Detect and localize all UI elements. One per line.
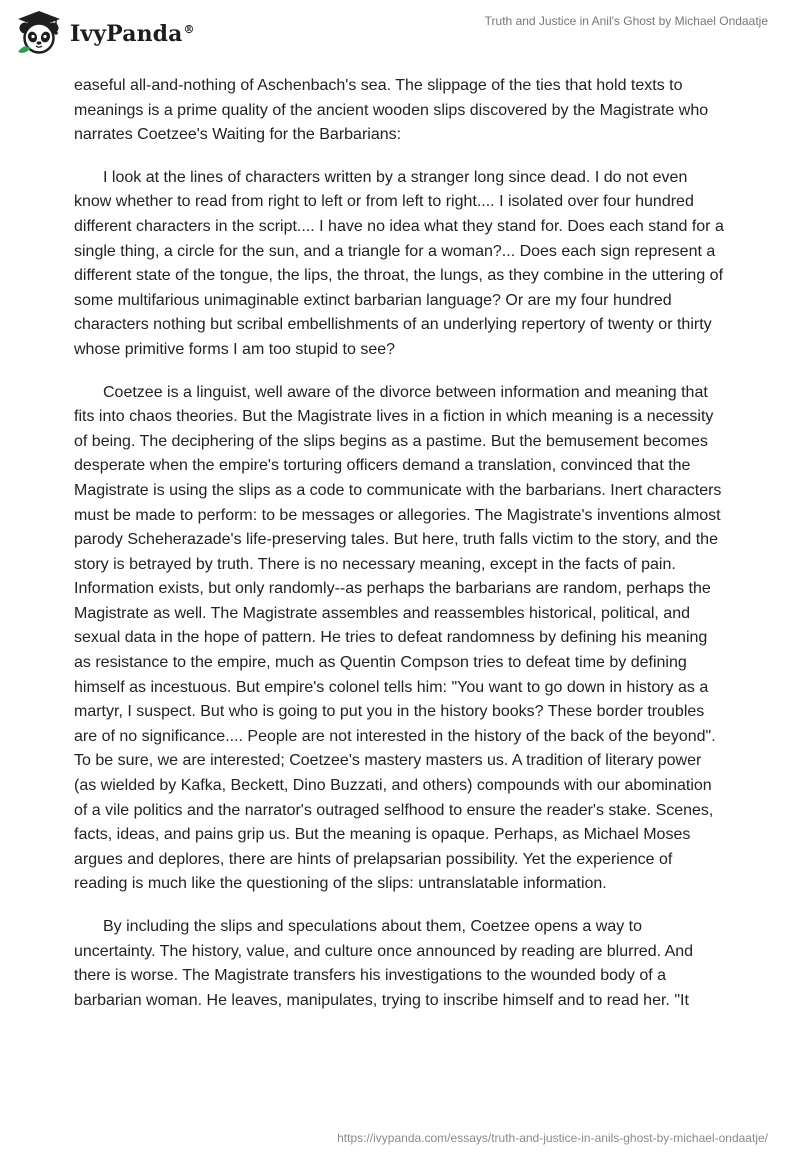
paragraph: Coetzee is a linguist, well aware of the divorce between information and meaning that fits into chaos theories. But the Magistrate lives in a fiction in which meaning is a necessity of being. The deciphering of the slips begins as a pastime. But the bemusement becomes desperate when the empire's torturing officers demand a translation, convinced that the Magistrate is using the slips as a code to communicate with the barbarians. Inert characters must be made to perform: to be messages or allegories. The Magistrate's inventions almost parody Scheherazade's life-preserving tales. But here, truth falls victim to the story, and the story is betrayed by truth. There is no necessary meaning, except in the facts of pain. Information exists, but only randomly--as perhaps the barbarians are random, perhaps the Magistrate as well. The Magistrate assembles and reassembles historical, political, and sexual data in the hope of pattern. He tries to defeat randomness by defining his meaning as resistance to the empire, much as Quentin Compson tries to defeat time by defining himself as incestuous. But empire's colonel tells him: "You want to go down in history as a martyr, I suspect. But who is going to put you in the history books? These border troubles are of no significance.... People are not interested in the history of the back of the beyond". To be sure, we are interested; Coetzee's mastery masters us. A tradition of literary power (as wielded by Kafka, Beckett, Dino Buzzati, and others) compounds with our abomination of a vile politics and the narrator's outraged selfhood to ensure the reader's stake. Scenes, facts, ideas, and pains grip us. But the meaning is opaque. Perhaps, as Michael Moses argues and deplores, there are hints of prelapsarian possibility. Yet the experience of reading is much like the questioning of the slips: untranslatable information. xyxy=(74,383,722,893)
brand-name: IvyPanda® xyxy=(70,21,195,47)
registered-mark: ® xyxy=(183,22,195,36)
source-url-link[interactable]: https://ivypanda.com/essays/truth-and-justice-in-anils-ghost-by-michael-ondaatje/ xyxy=(337,1131,768,1145)
block-quote-paragraph: I look at the lines of characters written by a stranger long since dead. I do not even know whether to read from right to left or from left to right.... I isolated over four hundred different characters in the script.... I have no idea what they stand for. Does each stand for a single thing, a circle for the sun, and a triangle for a woman?... Does each sign represent a different state of the tongue, the lips, the throat, the lungs, as they combine in the uttering of some multifarious unimaginable extinct barbarian language? Or are my four hundred characters nothing but scribal embellishments of an underlying repertory of twenty or thirty whose primitive forms I am too stupid to see? xyxy=(74,168,724,358)
page-header xyxy=(0,0,800,62)
essay-body xyxy=(74,74,724,1031)
document-title: Truth and Justice in Anil's Ghost by Michael Ondaatje xyxy=(484,14,768,28)
paragraph: easeful all-and-nothing of Aschenbach's sea. The slippage of the ties that hold texts to meanings is a prime quality of the ancient wooden slips discovered by the Magistrate who narrates Coetzee's Waiting for the Barbarians: xyxy=(74,77,709,144)
ivypanda-logo[interactable] xyxy=(14,8,195,58)
panda-graduate-icon xyxy=(14,8,64,58)
paragraph: By including the slips and speculations about them, Coetzee opens a way to uncertainty. The history, value, and culture once announced by reading are blurred. And there is worse. The Magistrate transfers his investigations to the wounded body of a barbarian woman. He leaves, manipulates, trying to inscribe himself and to read her. "It xyxy=(74,918,694,1009)
